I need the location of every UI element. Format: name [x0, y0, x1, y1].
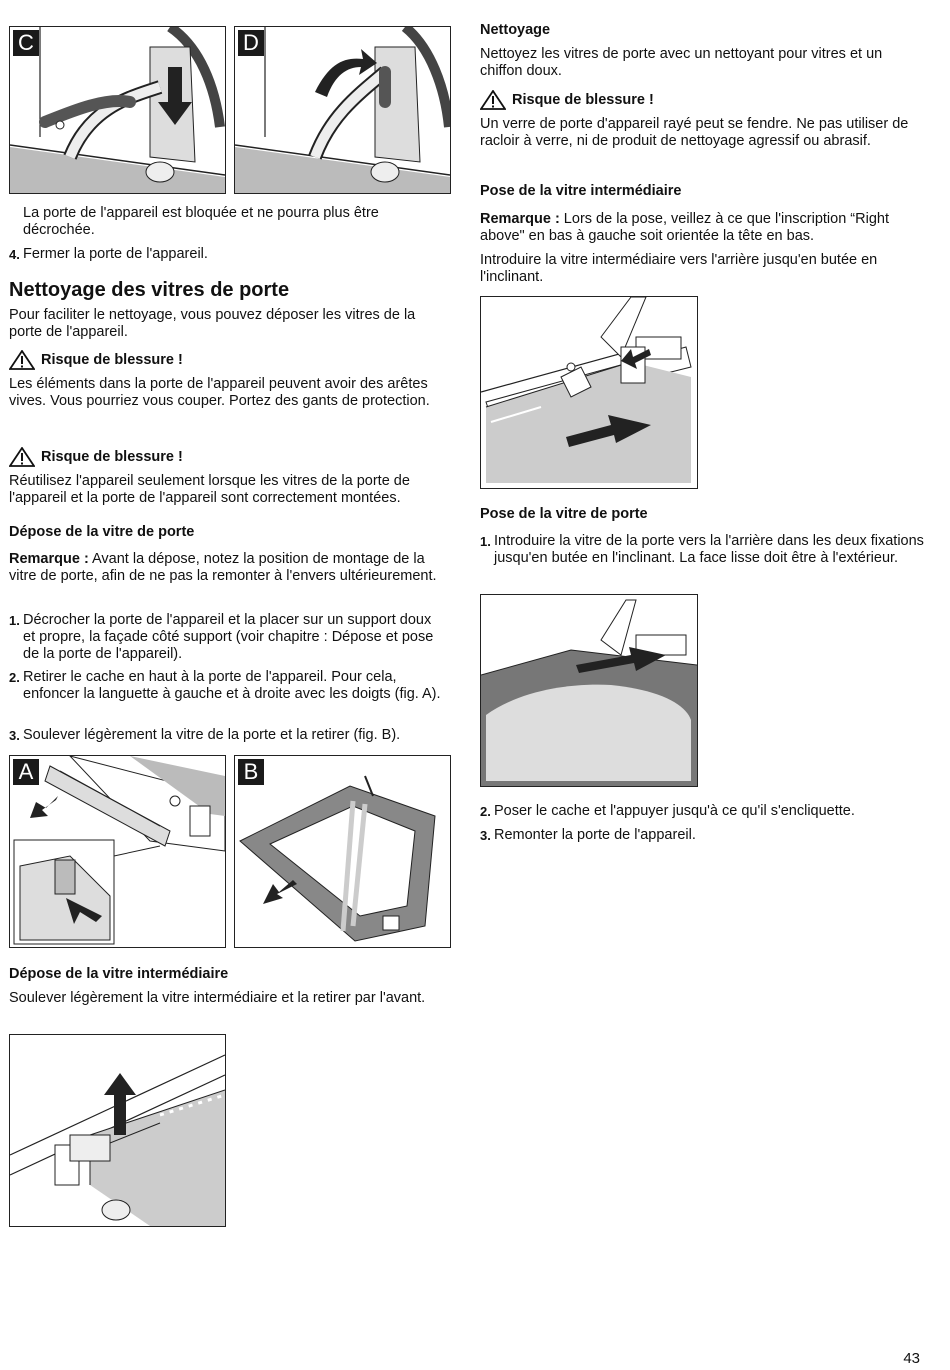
introduire-text: Introduire la vitre intermédiaire vers l'arrière jusqu'en butée en l'inclinant. — [480, 252, 878, 285]
warning-text-1: Les éléments dans la porte de l'appareil peuvent avoir des arêtes vives. Vous pourriez vous couper. Portez des gants de protection. — [9, 376, 430, 409]
locked-note: La porte de l'appareil est bloquée et ne pourra plus être décrochée. — [23, 205, 379, 238]
figure-label-d: D — [238, 30, 264, 56]
step-1-unhook-door — [9, 612, 444, 663]
section-intro: Pour faciliter le nettoyage, vous pouvez déposer les vitres de la porte de l'appareil. — [9, 307, 416, 340]
step-number: 4. — [9, 247, 20, 262]
warning-title: Risque de blessure ! — [41, 352, 183, 368]
nettoyage-title: Nettoyage — [480, 22, 551, 38]
depose-title: Dépose de la vitre de porte — [9, 524, 195, 540]
warning-heading-1 — [9, 350, 183, 370]
step-2-place-cover — [480, 803, 925, 820]
figure-d — [234, 26, 451, 194]
remarque-depose — [9, 551, 449, 585]
remarque-pose — [480, 211, 925, 245]
step-number: 3. — [480, 828, 491, 843]
warning-triangle-icon — [9, 447, 35, 467]
step-2-remove-cover — [9, 669, 444, 703]
pose-porte-title: Pose de la vitre de porte — [480, 506, 648, 522]
warning-triangle-icon — [480, 90, 506, 110]
step-text: Décrocher la porte de l'appareil et la placer sur un support doux et propre, la façade côté support (voir chapitre : Dépose et pose de la porte de l'appareil). — [23, 612, 434, 662]
figure-insert-door-glass — [480, 594, 698, 787]
remarque-label: Remarque : — [480, 211, 560, 227]
warning-heading-3 — [480, 90, 654, 110]
figure-c — [9, 26, 226, 194]
step-text: Soulever légèrement la vitre de la porte et la retirer (fig. B). — [23, 727, 401, 743]
warning-text-3: Un verre de porte d'appareil rayé peut se fendre. Ne pas utiliser de racloir à verre, ni de produit de nettoyage agressif ou abrasif. — [480, 116, 909, 149]
intermediaire-text: Soulever légèrement la vitre intermédiaire et la retirer par l'avant. — [9, 990, 426, 1006]
warning-title: Risque de blessure ! — [512, 92, 654, 108]
warning-title: Risque de blessure ! — [41, 449, 183, 465]
step-number: 1. — [480, 534, 491, 549]
remarque-text: Avant la dépose, notez la position de montage de la vitre de porte, afin de ne pas la remonter à l'envers ultérieurement. — [9, 551, 437, 584]
step-text: Poser le cache et l'appuyer jusqu'à ce qu'il s'encliquette. — [494, 803, 855, 819]
page-number: 43 — [903, 1350, 920, 1367]
step-number: 2. — [480, 804, 491, 819]
section-title: Nettoyage des vitres de porte — [9, 279, 290, 301]
figure-b — [234, 755, 451, 948]
step-text: Fermer la porte de l'appareil. — [23, 246, 208, 262]
step-number: 1. — [9, 613, 20, 628]
step-text: Introduire la vitre de la porte vers la l'arrière dans les deux fixations jusqu'en butée en l'inclinant. La face lisse doit être à l'extérieur. — [494, 533, 924, 566]
remarque-label: Remarque : — [9, 551, 89, 567]
figure-label-b: B — [238, 759, 264, 785]
step-3-lift-glass — [9, 727, 449, 744]
step-number: 3. — [9, 728, 20, 743]
warning-text-2: Réutilisez l'appareil seulement lorsque les vitres de la porte de l'appareil et la porte de l'appareil sont correctement montées. — [9, 473, 410, 506]
remarque-text: Lors de la pose, veillez à ce que l'inscription “Right above" en bas à gauche soit orientée la tête en bas. — [480, 211, 889, 244]
step-text: Retirer le cache en haut à la porte de l'appareil. Pour cela, enfoncer la languette à gauche et à droite avec les doigts (fig. A). — [23, 669, 441, 702]
warning-triangle-icon — [9, 350, 35, 370]
step-number: 2. — [9, 670, 20, 685]
pose-intermediaire-title: Pose de la vitre intermédiaire — [480, 183, 682, 199]
step-1-insert-glass — [480, 533, 925, 567]
figure-insert-intermediate-glass — [480, 296, 698, 489]
step-text: Remonter la porte de l'appareil. — [494, 827, 696, 843]
intermediaire-title: Dépose de la vitre intermédiaire — [9, 966, 229, 982]
step-4-close-door — [9, 246, 444, 263]
step-3-refit-door — [480, 827, 925, 844]
nettoyage-text: Nettoyez les vitres de porte avec un nettoyant pour vitres et un chiffon doux. — [480, 46, 883, 79]
figure-label-a: A — [13, 759, 39, 785]
figure-label-c: C — [13, 30, 39, 56]
figure-a — [9, 755, 226, 948]
figure-remove-intermediate-glass — [9, 1034, 226, 1227]
warning-heading-2 — [9, 447, 183, 467]
